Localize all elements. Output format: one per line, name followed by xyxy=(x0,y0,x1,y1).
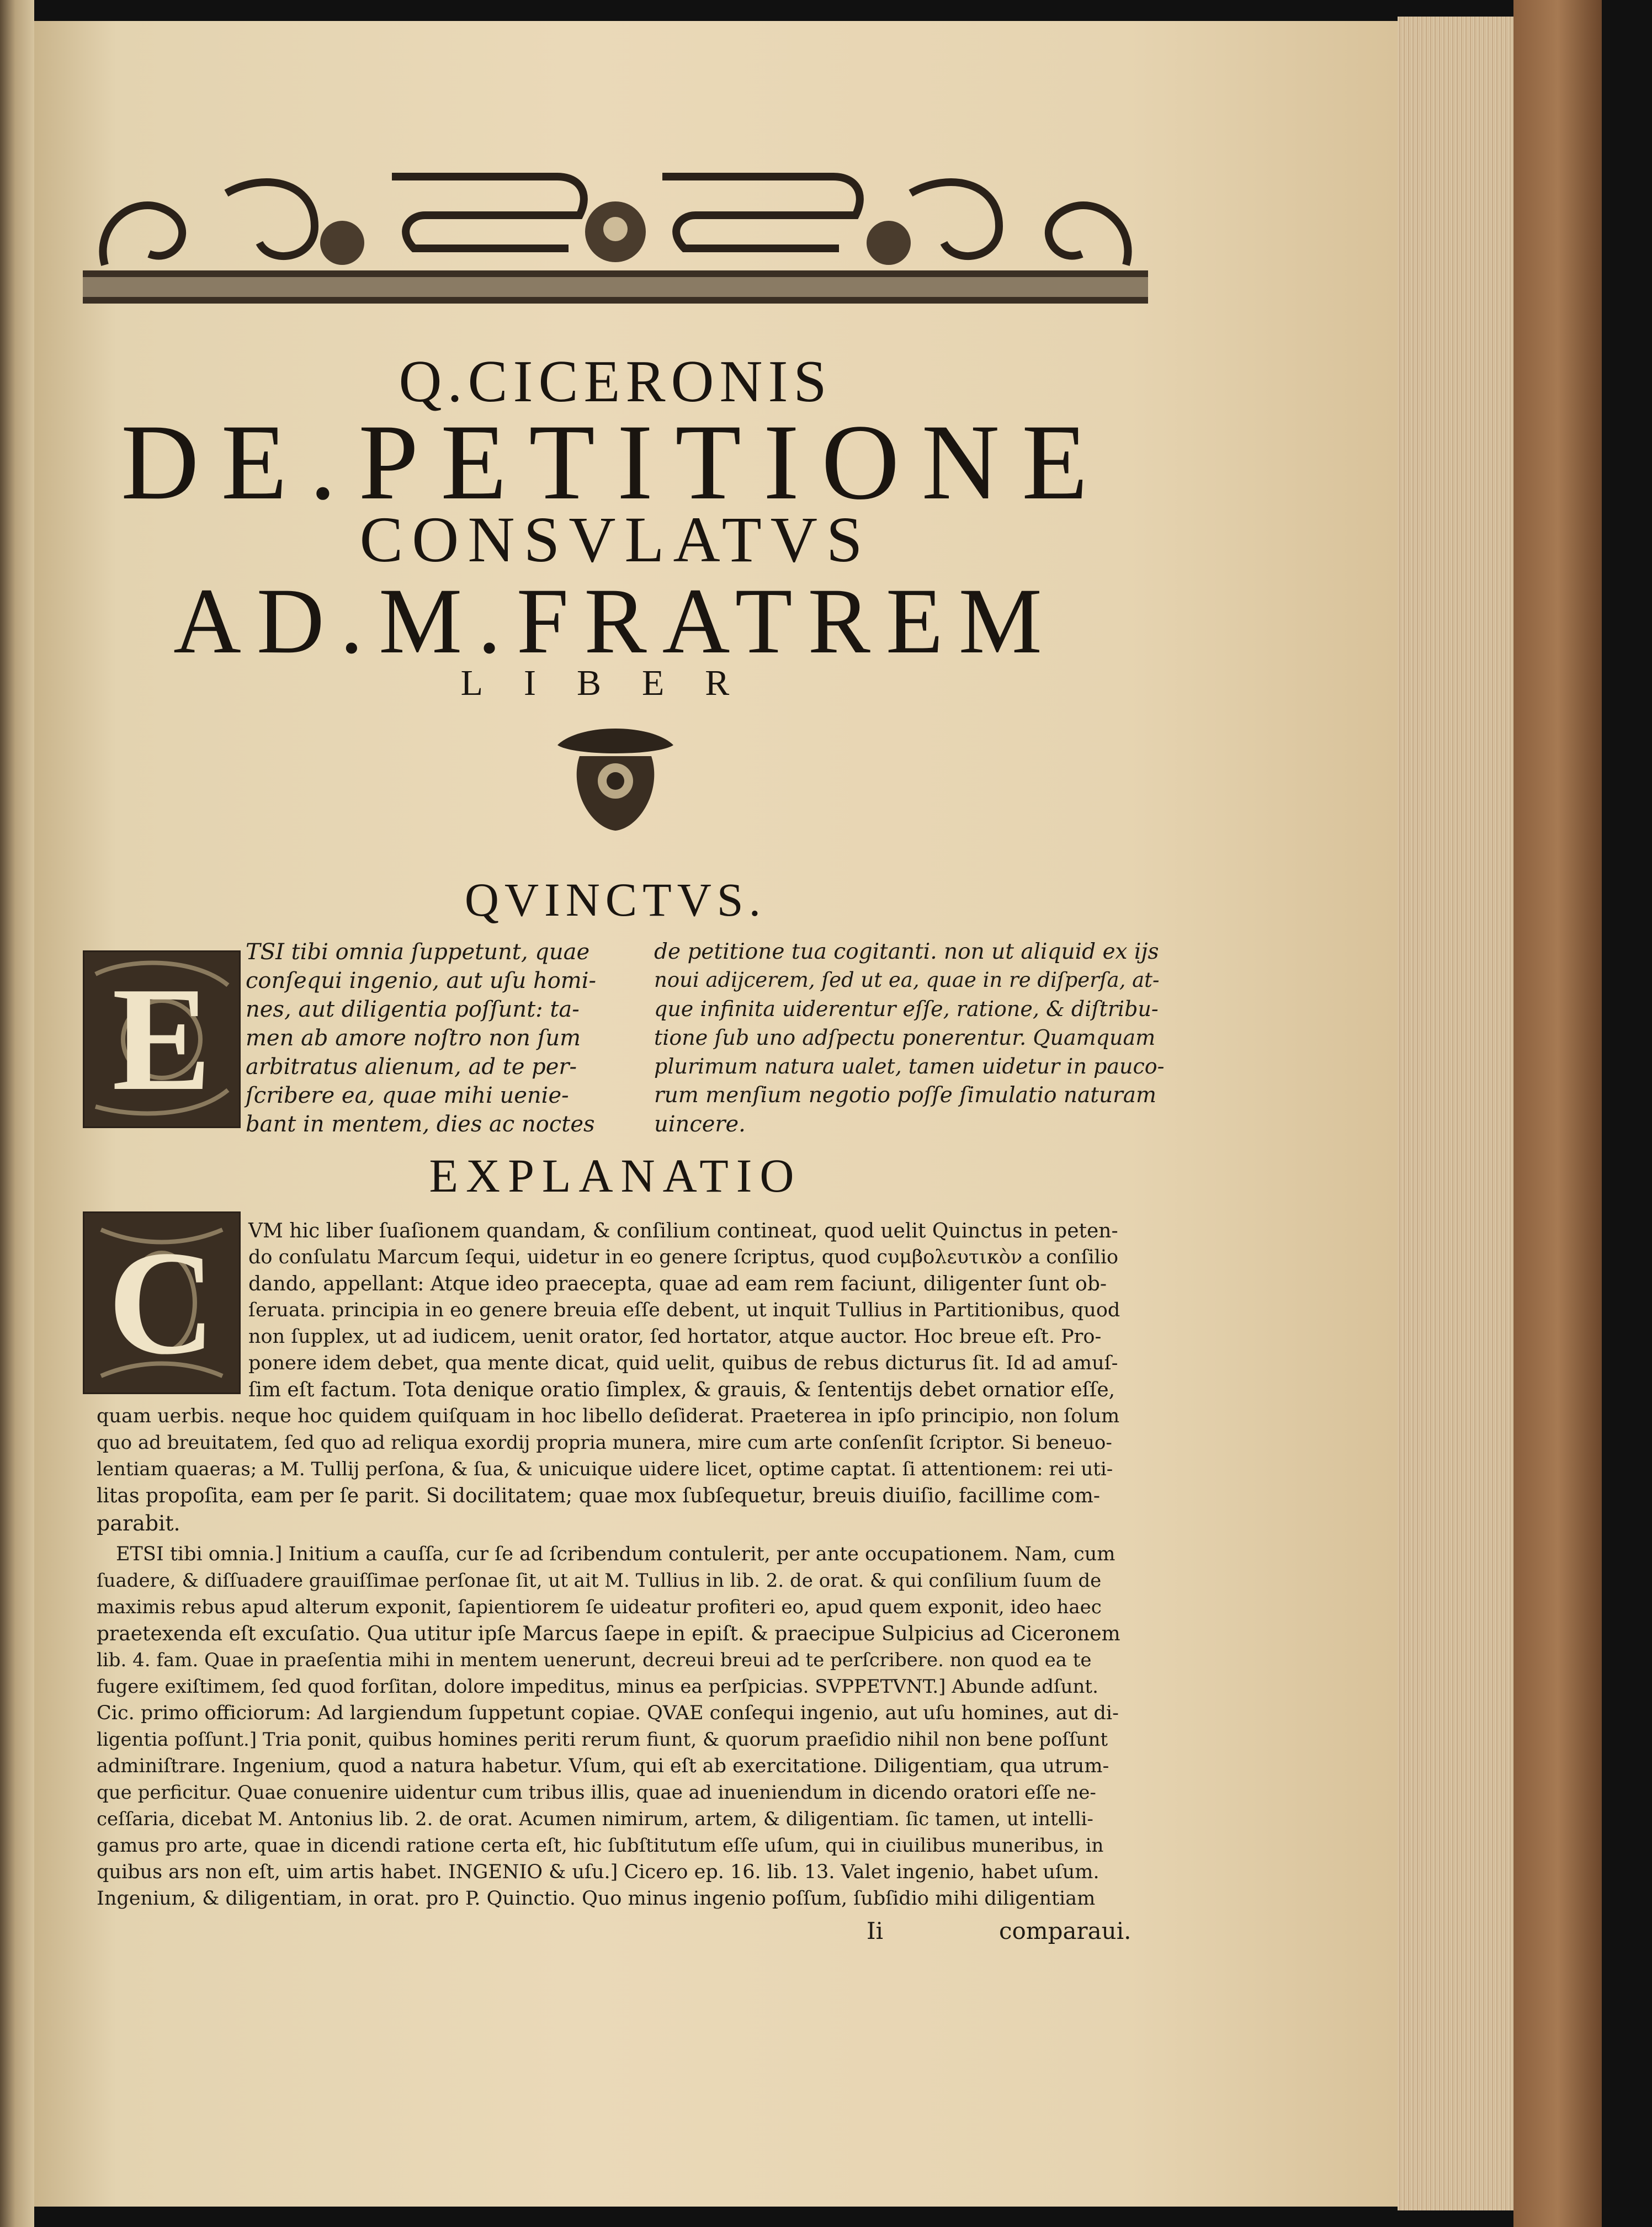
letter-line: rum menſium negotio poſſe ſimulatio naturam xyxy=(654,1083,1156,1108)
letter-line: nes, aut diligentia poſſunt: ta- xyxy=(246,997,580,1022)
letter-line: ſcribere ea, quae mihi uenie- xyxy=(246,1083,569,1108)
commentary-line: ceſſaria, dicebat M. Antonius lib. 2. de orat. Acumen nimirum, artem, & diligentiam. ſic tamen, ut intelli- xyxy=(97,1808,1093,1830)
commentary-line: Cic. primo officiorum: Ad largiendum ſuppetunt copiae. QVAE conſequi ingenio, aut uſu homines, aut di- xyxy=(97,1702,1119,1724)
title-line-consulatus: CONSVLATVS xyxy=(359,503,872,576)
explanatio-line: do conſulatu Marcum ſequi, uidetur in eo genere ſcriptus, quod ϲυμβολευτικὸν a conſilio xyxy=(248,1246,1119,1268)
commentary-line: ETSI tibi omnia.] Initium a cauſſa, cur ſe ad ſcribendum contulerit, per ante occupationem. Nam, cum xyxy=(116,1543,1116,1565)
initial-letter: E xyxy=(111,956,212,1122)
work-title: DE.PETITIONE xyxy=(121,402,1110,522)
author-heading: Q.CICERONIS xyxy=(399,349,832,414)
commentary-line: Ingenium, & diligentiam, in orat. pro P. Quinctio. Quo minus ingenio poſſum, ſubſidio mihi diligentiam xyxy=(97,1888,1096,1910)
letter-line: conſequi ingenio, aut uſu homi- xyxy=(246,968,597,993)
commentary-line: que perficitur. Quae conuenire uidentur cum tribus illis, quae ad inueniendum in dicendo oratori eſſe ne- xyxy=(97,1782,1096,1804)
letter-line: TSI tibi omnia ſuppetunt, quae xyxy=(246,939,590,965)
letter-column-right xyxy=(654,939,1167,1138)
explanatio-line: parabit. xyxy=(97,1511,180,1535)
commentary-line: lib. 4. fam. Quae in praeſentia mihi in mentem uenerunt, decreui breui ad te perſcribere. non quod ea te xyxy=(97,1649,1092,1671)
letter-line: noui adijcerem, ſed ut ea, quae in re diſperſa, at- xyxy=(654,968,1160,992)
headpiece-ornament-image xyxy=(83,160,1148,309)
explanatio-line: ſim eſt factum. Tota denique oratio ſimplex, & grauis, & ſententijs debet ornatior eſſe, xyxy=(248,1379,1116,1401)
speaker-heading: QVINCTVS. xyxy=(464,873,767,926)
commentary-line: praetexenda eſt excuſatio. Qua utitur ipſe Marcus ſaepe in epiſt. & praecipue Sulpicius ad Ciceronem xyxy=(97,1623,1120,1645)
title-line-liber: LIBER xyxy=(460,663,771,703)
letter-line: arbitratus alienum, ad te per- xyxy=(246,1054,577,1080)
commentary-line: maximis rebus apud alterum exponit, ſapientiorem ſe uideatur profiteri eo, apud quem exponit, ideo haec xyxy=(97,1596,1102,1618)
commentary-line: adminiſtrare. Ingenium, quod a natura habetur. Vſum, qui eſt ab exercitatione. Diligentiam, qua utrum- xyxy=(97,1755,1109,1777)
commentary-line: quibus ars non eſt, uim artis habet. INGENIO & uſu.] Cicero ep. 16. lib. 13. Valet ingenio, habet uſum. xyxy=(97,1861,1099,1883)
explanatio-line: lentiam quaeras; a M. Tullij perſona, & ſua, & unicuique uidere licet, optime captat. ſi attentionem: rei uti- xyxy=(97,1458,1113,1480)
section-heading-explanatio: EXPLANATIO xyxy=(429,1149,802,1202)
catchword: comparaui. xyxy=(999,1917,1132,1944)
commentary-line: gamus pro arte, quae in dicendi ratione certa eſt, hic ſubſtitutum eſſe uſum, qui in ciuilibus muneribus, in xyxy=(97,1835,1104,1857)
explanatio-line: ſeruata. principia in eo genere breuia eſſe debent, ut inquit Tullius in Partitionibus, quod xyxy=(248,1299,1120,1321)
explanatio-line: non ſupplex, ut ad iudicem, uenit orator, ſed hortator, atque auctor. Hoc breue eſt. Pro- xyxy=(248,1326,1102,1348)
facing-page-edge xyxy=(0,0,34,2227)
explanatio-line: quo ad breuitatem, ſed quo ad reliqua exordij propria munera, mire cum arte conſenſit ſcriptor. Si beneuo- xyxy=(97,1432,1112,1454)
letter-line: bant in mentem, dies ac noctes xyxy=(246,1112,595,1137)
letter-line: tione ſub uno adſpectu ponerentur. Quamquam xyxy=(654,1025,1156,1050)
commentary-line: ligentia poſſunt.] Tria ponit, quibus homines periti rerum fiunt, & quorum praeſidio nihil non bene poſſunt xyxy=(97,1729,1108,1751)
commentary-line: ſuadere, & diſſuadere grauiſſimae perſonae ſit, ut ait M. Tullius in lib. 2. de orat. & qui conſilium ſuum de xyxy=(97,1570,1102,1592)
letter-line: men ab amore noſtro non ſum xyxy=(246,1025,581,1051)
binding-edge xyxy=(1513,0,1602,2227)
letter-column-left xyxy=(246,939,632,1138)
letter-line: de petitione tua cogitanti. non ut aliquid ex ijs xyxy=(654,939,1159,964)
title-line-ad-fratrem: AD.M.FRATREM xyxy=(173,569,1058,673)
commentary-line: fugere exiſtimem, ſed quod forſitan, dolore impeditus, minus ea perſpicias. SVPPETVNT.] Abunde adſunt. xyxy=(97,1676,1098,1698)
explanatio-line: quam uerbis. neque hoc quidem quiſquam in hoc libello deſiderat. Praeterea in ipſo principio, non ſolum xyxy=(97,1405,1120,1427)
explanatio-line: VM hic liber ſuaſionem quandam, & conſilium contineat, quod uelit Quinctus in peten- xyxy=(248,1220,1118,1242)
letter-line: uincere. xyxy=(654,1112,746,1137)
explanatio-line: litas propoſita, eam per ſe parit. Si docilitatem; quae mox ſubſequetur, breuis diuiſio, facillime com- xyxy=(97,1485,1100,1507)
initial-letter: C xyxy=(108,1220,216,1385)
fleuron-ornament-image xyxy=(546,723,684,833)
explanatio-line: ponere idem debet, qua mente dicat, quid uelit, quibus de rebus dicturus ſit. Id ad amuſ- xyxy=(248,1352,1118,1374)
letter-line: plurimum natura ualet, tamen uidetur in pauco- xyxy=(654,1054,1165,1078)
drop-initial-c xyxy=(83,1211,241,1394)
explanatio-line: dando, appellant: Atque ideo praecepta, quae ad eam rem faciunt, diligenter ſunt ob- xyxy=(248,1273,1107,1295)
page-fore-edge xyxy=(1398,17,1513,2210)
signature-mark: Ii xyxy=(867,1917,884,1944)
letter-line: que infinita uiderentur eſſe, ratione, & diſtribu- xyxy=(654,997,1159,1021)
drop-initial-e xyxy=(83,950,241,1128)
